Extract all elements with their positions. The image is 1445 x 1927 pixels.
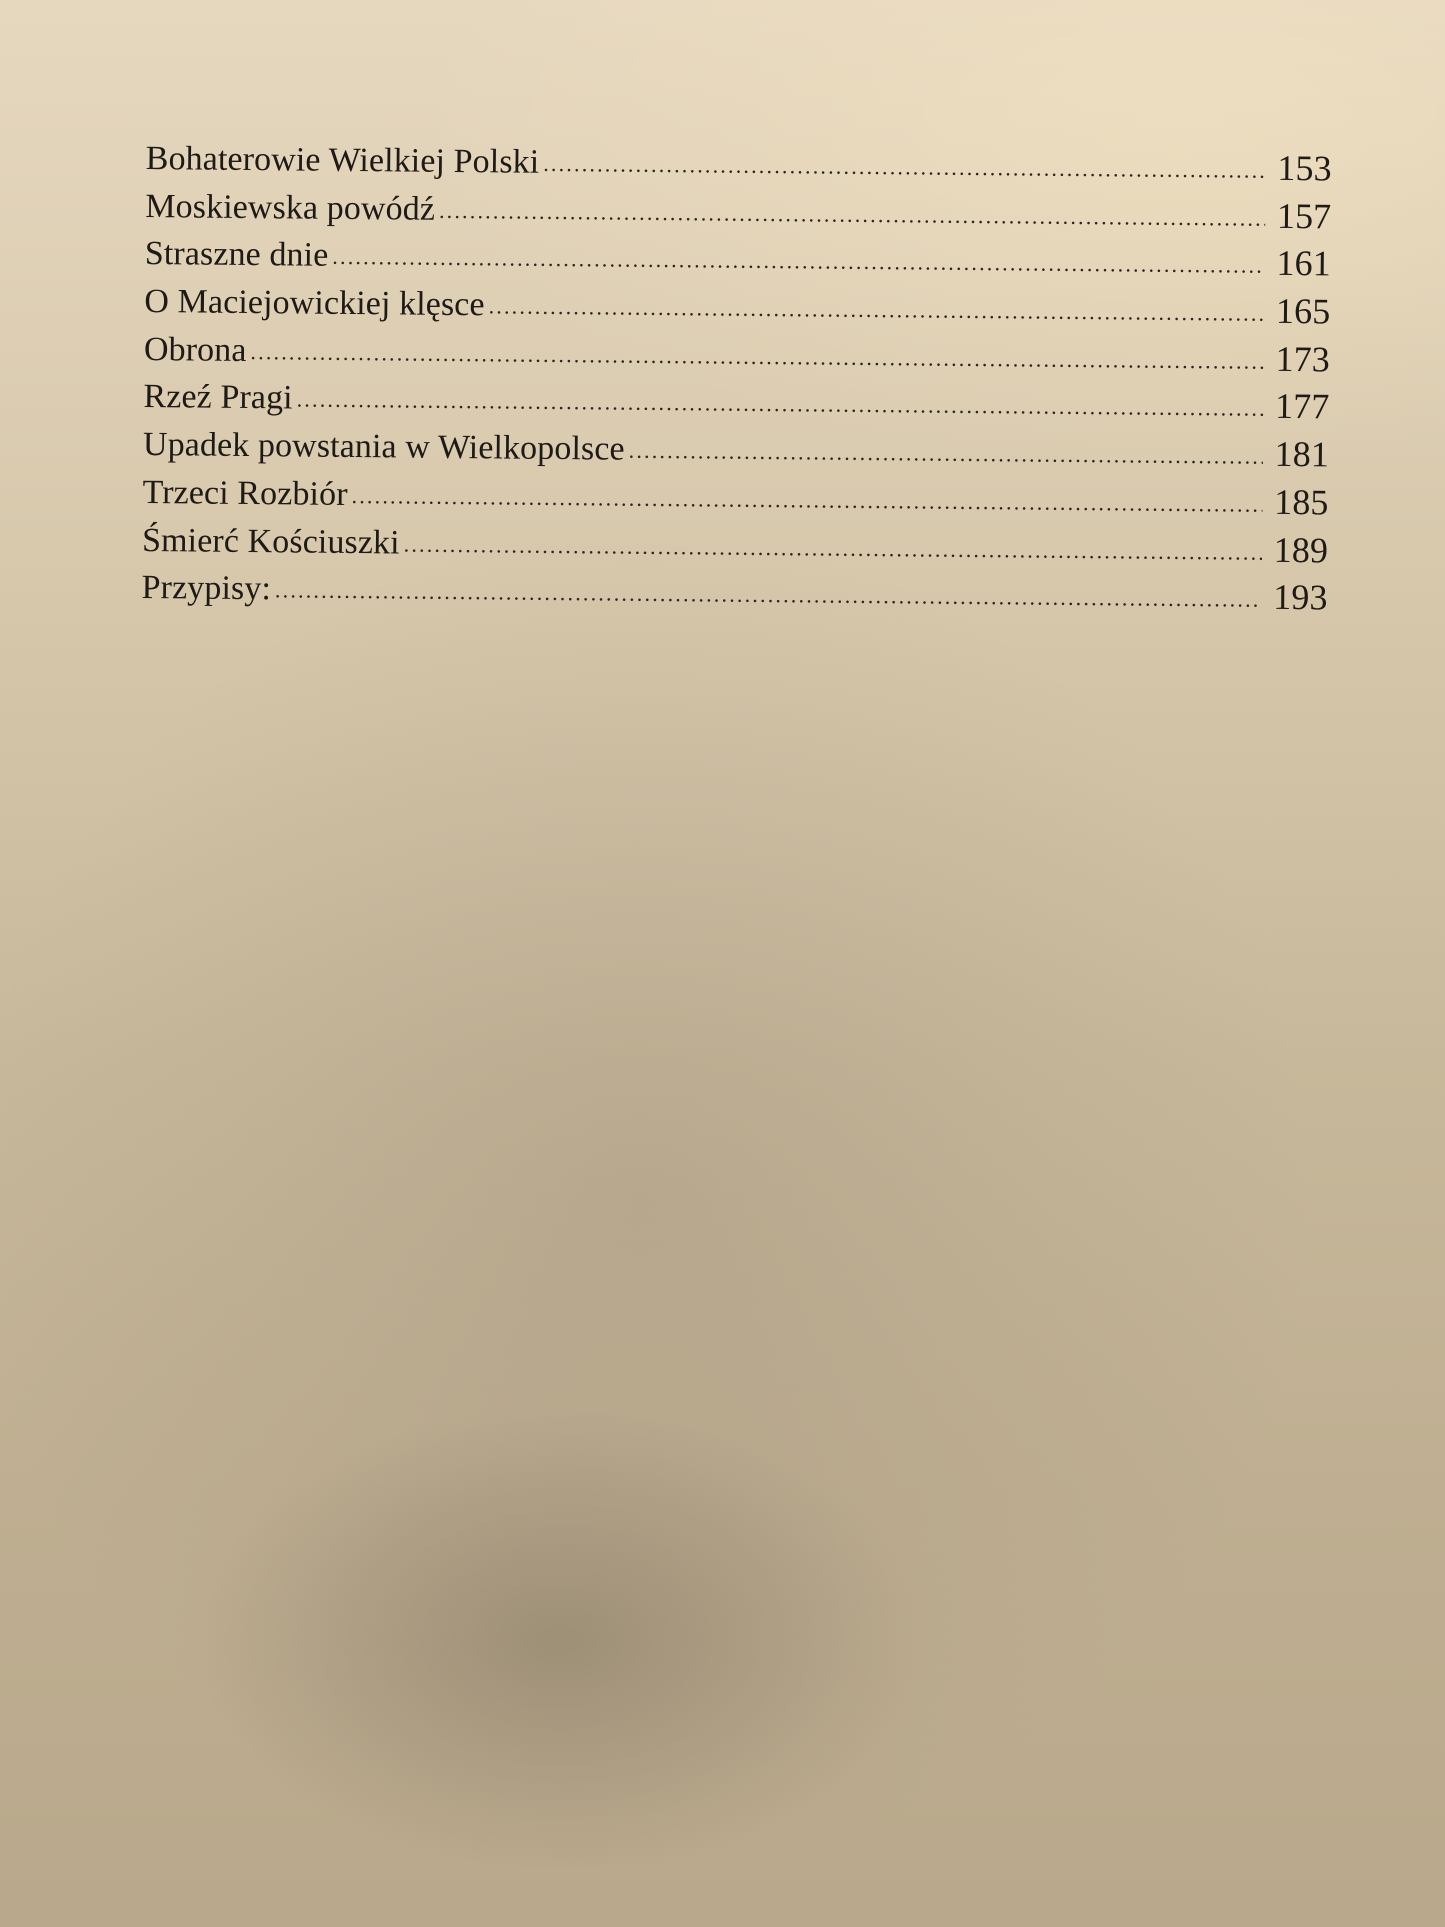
toc-entry-title: O Maciejowickiej klęsce [144, 283, 485, 324]
toc-entry-title: Śmierć Kościuszki [141, 521, 400, 561]
dot-leader [403, 520, 1262, 575]
dot-leader [439, 187, 1266, 242]
toc-entry-page-number: 165 [1275, 290, 1331, 332]
toc-entry-title: Upadek powstania w Wielkopolsce [142, 426, 625, 468]
dot-leader [351, 472, 1262, 528]
toc-entry-title: Moskiewska powódź [145, 187, 436, 228]
dot-leader [488, 282, 1264, 336]
dot-leader [332, 233, 1265, 289]
toc-entry-page-number: 173 [1275, 338, 1331, 380]
toc-entry-title: Trzeci Rozbiór [142, 473, 348, 513]
toc-entry-title: Rzeź Pragi [143, 378, 293, 417]
toc-entry-page-number: 177 [1274, 386, 1330, 427]
toc-entry-page-number: 189 [1273, 529, 1329, 570]
toc-entry-title: Straszne dnie [144, 235, 329, 275]
toc-entry-page-number: 181 [1274, 433, 1330, 475]
dot-leader [275, 566, 1262, 622]
toc-entry-title: Obrona [143, 330, 247, 369]
toc-entry-title: Bohaterowie Wielkiej Polski [145, 139, 540, 181]
toc-entry-page-number: 161 [1276, 243, 1332, 284]
table-of-contents [141, 134, 1332, 622]
toc-entry-page-number: 185 [1274, 481, 1329, 523]
dot-leader [543, 140, 1266, 194]
toc-entry-page-number: 157 [1276, 195, 1332, 237]
dot-leader [628, 427, 1263, 480]
toc-entry-page-number: 153 [1277, 147, 1332, 189]
toc-entry-title: Przypisy: [141, 569, 272, 608]
dot-leader [296, 376, 1263, 432]
toc-entry-page-number: 193 [1273, 577, 1328, 618]
